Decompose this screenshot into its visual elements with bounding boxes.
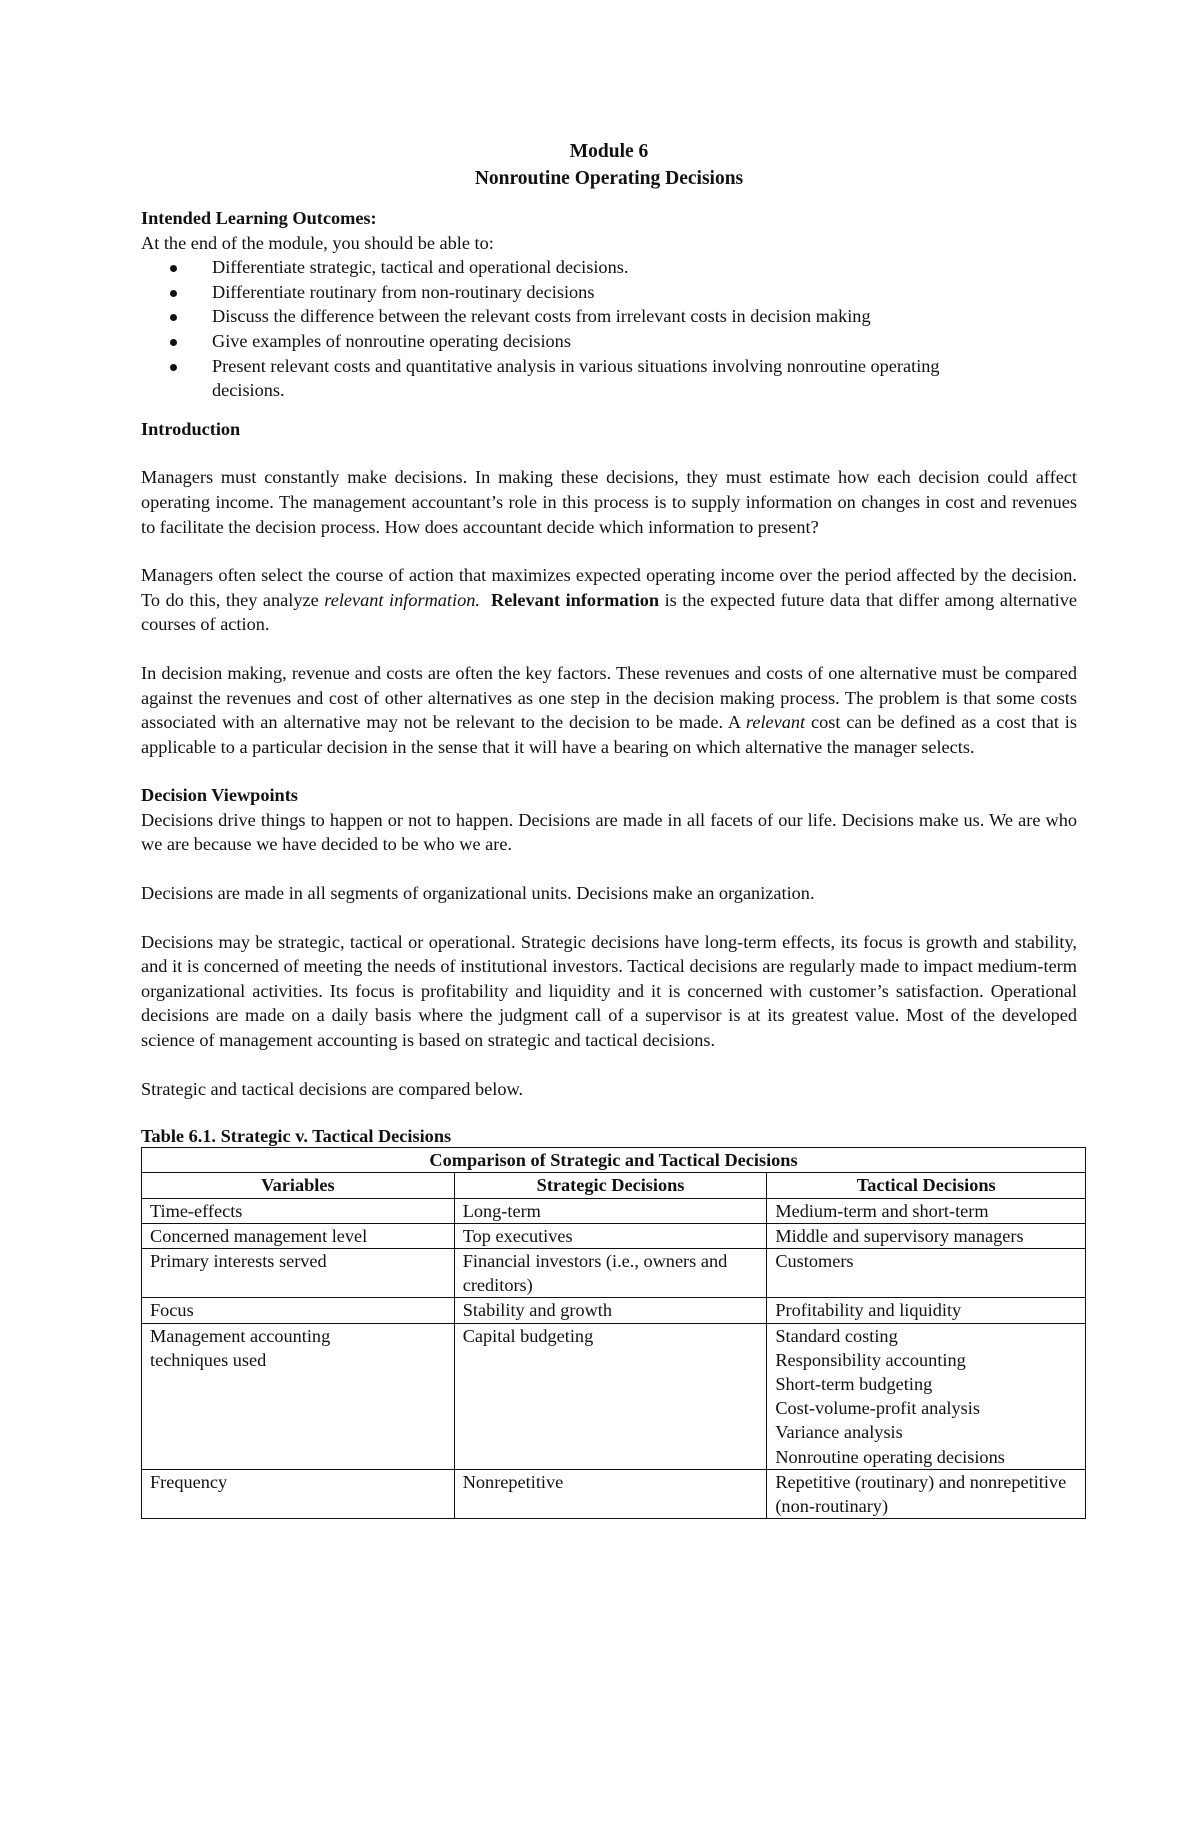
column-header: Tactical Decisions	[767, 1173, 1086, 1198]
table-cell: Time-effects	[142, 1198, 455, 1223]
technique-item: Nonroutine operating decisions	[775, 1446, 1005, 1467]
table-cell: Management accounting techniques used	[142, 1323, 455, 1469]
bullet-icon	[170, 265, 177, 272]
table-cell: Primary interests served	[142, 1249, 455, 1298]
list-item: Discuss the difference between the relevant costs from irrelevant costs in decision making	[141, 304, 1077, 329]
table-cell: Nonrepetitive	[454, 1469, 767, 1518]
bullet-icon	[170, 364, 177, 371]
table-header-row	[142, 1173, 1086, 1198]
table-row	[142, 1249, 1086, 1298]
table-cell: Customers	[767, 1249, 1086, 1298]
bullet-icon	[170, 339, 177, 346]
bullet-icon	[170, 290, 177, 297]
table-cell	[767, 1323, 1086, 1469]
outcomes-intro: At the end of the module, you should be able to:	[141, 232, 494, 253]
table-cell: Medium-term and short-term	[767, 1198, 1086, 1223]
table-title: Comparison of Strategic and Tactical Decisions	[142, 1148, 1086, 1173]
table-row	[142, 1323, 1086, 1469]
outcomes-heading: Intended Learning Outcomes:	[141, 208, 377, 228]
list-item: Give examples of nonroutine operating decisions	[141, 329, 1077, 354]
viewpoints-paragraph-1: Decisions drive things to happen or not to happen. Decisions are made in all facets of our life. Decisions make us. We are who we are because we have decided to be who we are.	[141, 809, 1077, 855]
bullet-icon	[170, 314, 177, 321]
module-title: Nonroutine Operating Decisions	[474, 168, 744, 189]
technique-item: Variance analysis	[775, 1422, 903, 1443]
module-number: Module 6	[569, 141, 649, 162]
introduction-paragraph-2: Managers often select the course of action that maximizes expected operating income over the period affected by the decision. To do this, they analyze relevant information. Relevant information is the expected future data that differ among alternative courses of action.	[141, 565, 1077, 635]
table-cell: Focus	[142, 1298, 455, 1323]
table-cell: Profitability and liquidity	[767, 1298, 1086, 1323]
introduction-paragraph-1: Managers must constantly make decisions. In making these decisions, they must estimate how each decision could affect operating income. The management accountant’s role in this process is to supply information on changes in cost and revenues to facilitate the decision process. How does accountant decide which information to present?	[141, 467, 1077, 537]
document-page	[141, 138, 1077, 1519]
technique-item: Standard costing	[775, 1325, 898, 1346]
introduction-heading: Introduction	[141, 418, 241, 439]
list-item: Present relevant costs and quantitative analysis in various situations involving nonroutine operating decisions.	[141, 354, 1077, 403]
table-cell: Capital budgeting	[454, 1323, 767, 1469]
table-title-row	[142, 1148, 1086, 1173]
table-row	[142, 1298, 1086, 1323]
table-cell: Stability and growth	[454, 1298, 767, 1323]
viewpoints-paragraph-2: Decisions are made in all segments of organizational units. Decisions make an organization.	[141, 883, 815, 904]
table-cell: Top executives	[454, 1223, 767, 1248]
table-cell: Frequency	[142, 1469, 455, 1518]
list-item: Differentiate routinary from non-routinary decisions	[141, 280, 1077, 305]
table-cell: Financial investors (i.e., owners and creditors)	[454, 1249, 767, 1298]
comparison-table	[141, 1147, 1086, 1519]
technique-item: Responsibility accounting	[775, 1349, 966, 1370]
table-row	[142, 1198, 1086, 1223]
technique-item: Cost-volume-profit analysis	[775, 1398, 980, 1419]
table-row	[142, 1469, 1086, 1518]
introduction-paragraph-3: In decision making, revenue and costs are often the key factors. These revenues and costs of one alternative must be compared against the revenues and cost of other alternatives as one step in the decision making process. The problem is that some costs associated with an alternative may not be relevant to the decision to be made. A relevant cost can be defined as a cost that is applicable to a particular decision in the sense that it will have a bearing on which alternative the manager selects.	[141, 662, 1077, 757]
viewpoints-heading: Decision Viewpoints	[141, 785, 298, 806]
technique-item: Short-term budgeting	[775, 1374, 933, 1395]
viewpoints-paragraph-3: Decisions may be strategic, tactical or operational. Strategic decisions have long-term effects, its focus is growth and stability, and it is concerned of meeting the needs of institutional investors. Tactical decisions are regularly made to impact medium-term organizational activities. Its focus is profitability and liquidity and it is concerned with customer’s satisfaction. Operational decisions are made on a daily basis where the judgment call of a supervisor is at its greatest value. Most of the developed science of management accounting is based on strategic and tactical decisions.	[141, 931, 1077, 1051]
table-cell: Repetitive (routinary) and nonrepetitive (non-routinary)	[767, 1469, 1086, 1518]
table-cell: Concerned management level	[142, 1223, 455, 1248]
outcomes-list	[141, 255, 1077, 403]
table-cell: Middle and supervisory managers	[767, 1223, 1086, 1248]
viewpoints-paragraph-4: Strategic and tactical decisions are compared below.	[141, 1078, 524, 1099]
column-header: Strategic Decisions	[454, 1173, 767, 1198]
table-row	[142, 1223, 1086, 1248]
table-caption: Table 6.1. Strategic v. Tactical Decisions	[141, 1126, 452, 1147]
table-cell: Long-term	[454, 1198, 767, 1223]
column-header: Variables	[142, 1173, 455, 1198]
list-item: Differentiate strategic, tactical and operational decisions.	[141, 255, 1077, 280]
